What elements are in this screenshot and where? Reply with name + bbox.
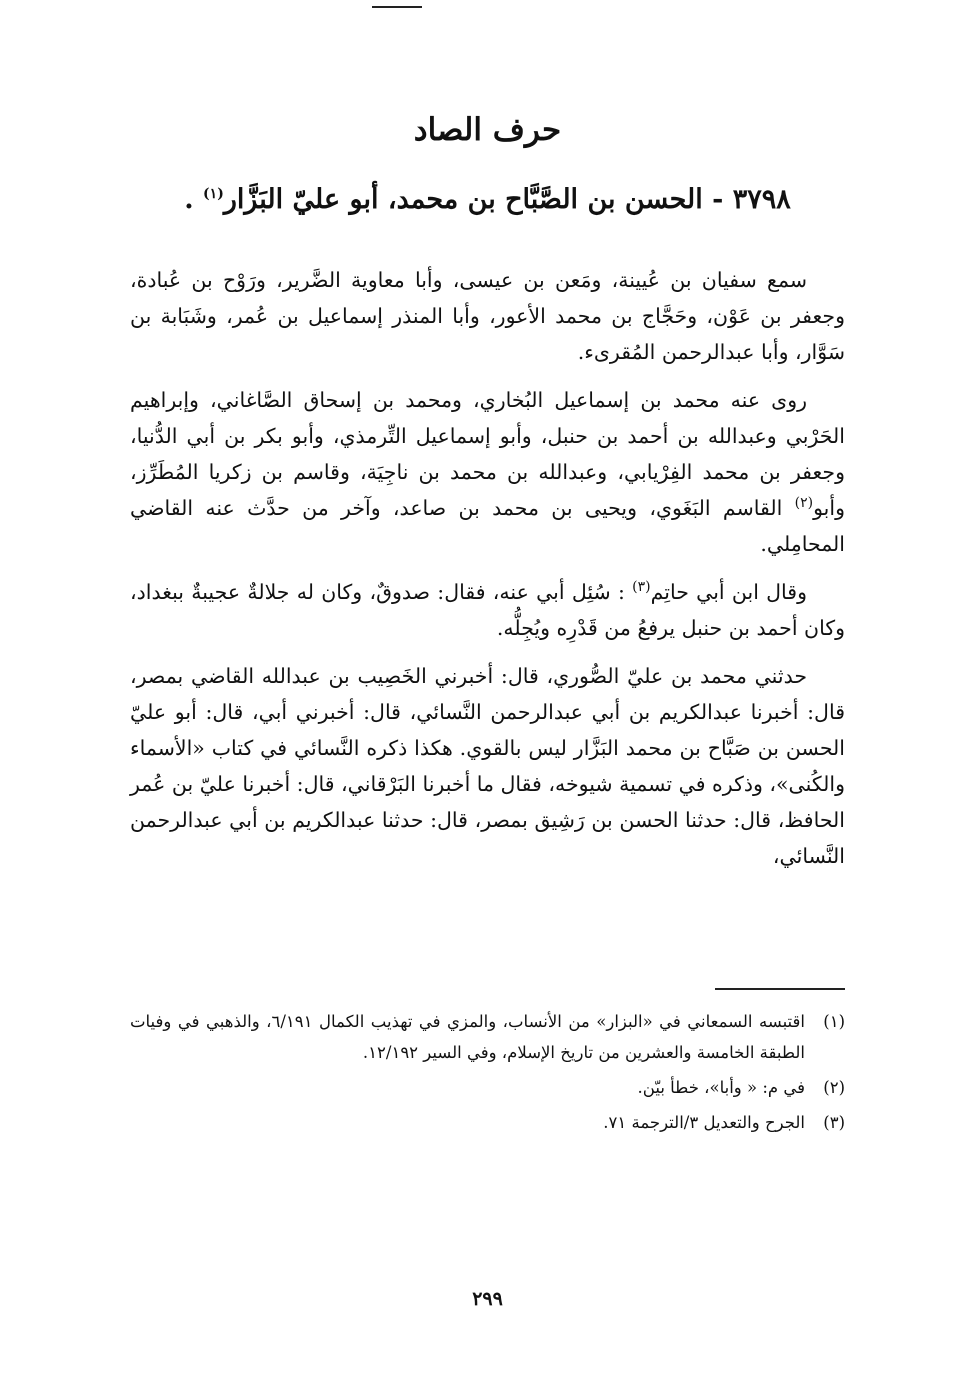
footnote-ref-1: (١) [203, 186, 224, 202]
paragraph-ibn-abi-hatim-part-a: وقال ابن أبي حاتِم [650, 580, 807, 604]
entry-heading-end: . [184, 184, 204, 215]
footnote-3-text: الجرح والتعديل ٣/الترجمة ٧١. [603, 1113, 805, 1132]
book-page [130, 0, 845, 1397]
paragraph-ibn-abi-hatim-part-b: : سُئِل أبي عنه، فقال: صدوقٌ، وكان له جلالةٌ عجيبةٌ ببغداد، وكان أحمد بن حنبل يرفعُ من قَدْرِه ويُجِلُّه. [130, 580, 845, 640]
paragraph-students-part-a: روى عنه محمد بن إسماعيل البُخاري، ومحمد بن إسحاق الصَّاغاني، وإبراهيم الحَرْبي وعبدالله بن أحمد بن حنبل، وأبو إسماعيل التِّرمذي، وأبو بكر بن أبي الدُّنيا، وجعفر بن محمد الفِرْيابي، وعبدالله بن محمد بن ناجِيَة، وقاسم بن زكريا المُطَرِّز، وأبو [130, 388, 845, 520]
body-text [130, 262, 845, 886]
footnote-1-text: اقتبسه السمعاني في «البزار» من الأنساب، والمزي في تهذيب الكمال ٦/١٩١، والذهبي في وفيات الطبقة الخامسة والعشرين من تاريخ الإسلام، وفي السير ١٢/١٩٢. [130, 1012, 805, 1062]
paragraph-ibn-abi-hatim [130, 574, 845, 646]
entry-heading [130, 184, 845, 215]
footnote-ref-2: (٢) [794, 495, 814, 512]
footnote-ref-3: (٣) [632, 579, 651, 596]
footnotes [130, 1006, 845, 1142]
chapter-title: حرف الصاد [413, 112, 562, 148]
paragraph-teachers: سمع سفيان بن عُيينة، ومَعن بن عيسى، وأبا معاوية الضَّرير، ورَوْح بن عُبادة، وجعفر بن عَوْن، وحَجَّاج بن محمد الأعور، وأبا المنذر إسماعيل بن عُمر، وشَبَابة بن سَوَّار، وأبا عبدالرحمن المُقرىء. [130, 268, 845, 364]
paragraph-isnad: حدثني محمد بن عليّ الصُّوري، قال: أخبرني الخَصِيب بن عبدالله القاضي بمصر، قال: أخبرنا عبدالكريم بن أبي عبدالرحمن النَّسائي، قال: أخبرني أبي، قال: أبو عليّ الحسن بن صَبَّاح بن محمد البَزَّار ليس بالقوي. هكذا ذكره النَّسائي في كتاب «الأسماء والكُنى»، وذكره في تسمية شيوخه، فقال ما أخبرنا البَرْقاني، قال: أخبرنا عليّ بن عُمر الحافظ، قال: حدثنا الحسن بن رَشِيق بمصر، قال: حدثنا عبدالكريم بن أبي عبدالرحمن النَّسائي، [129, 664, 845, 868]
footnote-rule [715, 988, 845, 990]
footnote-1 [130, 1006, 845, 1068]
footnote-2-text: في م: « وأبا»، خطأ بيّن. [637, 1078, 805, 1097]
paragraph-students-part-b: القاسم البَغَوي، ويحيى بن محمد بن صاعد، وآخر من حدَّث عنه القاضي المحامِلي. [130, 496, 845, 556]
page-number: ٢٩٩ [472, 1288, 503, 1310]
footnote-2 [130, 1072, 845, 1103]
paragraph-students [130, 382, 845, 562]
footnote-3-number: (٣) [823, 1113, 845, 1132]
footnote-1-number: (١) [823, 1012, 845, 1031]
entry-heading-text: ٣٧٩٨ - الحسن بن الصَّبَّاح بن محمد، أبو عليّ البَزَّار [223, 184, 791, 215]
footnote-3 [130, 1107, 845, 1138]
footnote-2-number: (٢) [823, 1078, 845, 1097]
